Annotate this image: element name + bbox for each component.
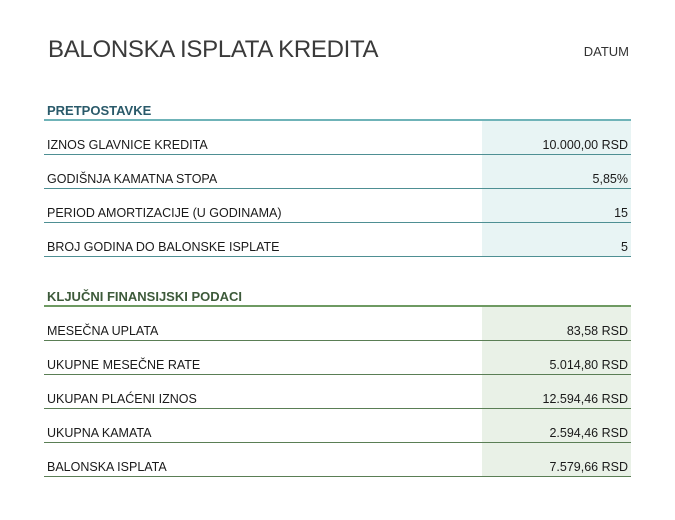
amortization-period-value[interactable]: 15 [482, 189, 631, 222]
total-paid-label: UKUPAN PLAĆENI IZNOS [47, 392, 197, 406]
total-interest-label: UKUPNA KAMATA [47, 426, 152, 440]
loan-principal-row [44, 121, 631, 155]
annual-interest-rate-value[interactable]: 5,85% [482, 155, 631, 188]
balloon-payment-label: BALONSKA ISPLATA [47, 460, 167, 474]
key-financial-data-heading: KLJUČNI FINANSIJSKI PODACI [44, 288, 631, 307]
date-field[interactable]: DATUM [583, 44, 629, 59]
loan-principal-label: IZNOS GLAVNICE KREDITA [47, 138, 208, 152]
years-to-balloon-row [44, 223, 631, 257]
monthly-payment-label: MESEČNA UPLATA [47, 324, 159, 338]
annual-interest-rate-label: GODIŠNJA KAMATNA STOPA [47, 172, 218, 186]
amortization-period-row [44, 189, 631, 223]
total-paid-row [44, 375, 631, 409]
total-paid-value: 12.594,46 RSD [482, 375, 631, 408]
loan-principal-value[interactable]: 10.000,00 RSD [482, 121, 631, 154]
assumptions-heading: PRETPOSTAVKE [44, 102, 631, 121]
key-financial-data-section [44, 288, 631, 477]
balloon-payment-row [44, 443, 631, 477]
years-to-balloon-value[interactable]: 5 [482, 223, 631, 256]
total-monthly-payments-label: UKUPNE MESEČNE RATE [47, 358, 201, 372]
monthly-payment-value: 83,58 RSD [482, 307, 631, 340]
page-title: BALONSKA ISPLATA KREDITA [48, 36, 379, 63]
total-interest-value: 2.594,46 RSD [482, 409, 631, 442]
total-monthly-payments-row [44, 341, 631, 375]
total-monthly-payments-value: 5.014,80 RSD [482, 341, 631, 374]
balloon-payment-value: 7.579,66 RSD [482, 443, 631, 476]
amortization-period-label: PERIOD AMORTIZACIJE (U GODINAMA) [47, 206, 282, 220]
monthly-payment-row [44, 307, 631, 341]
assumptions-section [44, 102, 631, 257]
years-to-balloon-label: BROJ GODINA DO BALONSKE ISPLATE [47, 240, 280, 254]
total-interest-row [44, 409, 631, 443]
annual-interest-rate-row [44, 155, 631, 189]
